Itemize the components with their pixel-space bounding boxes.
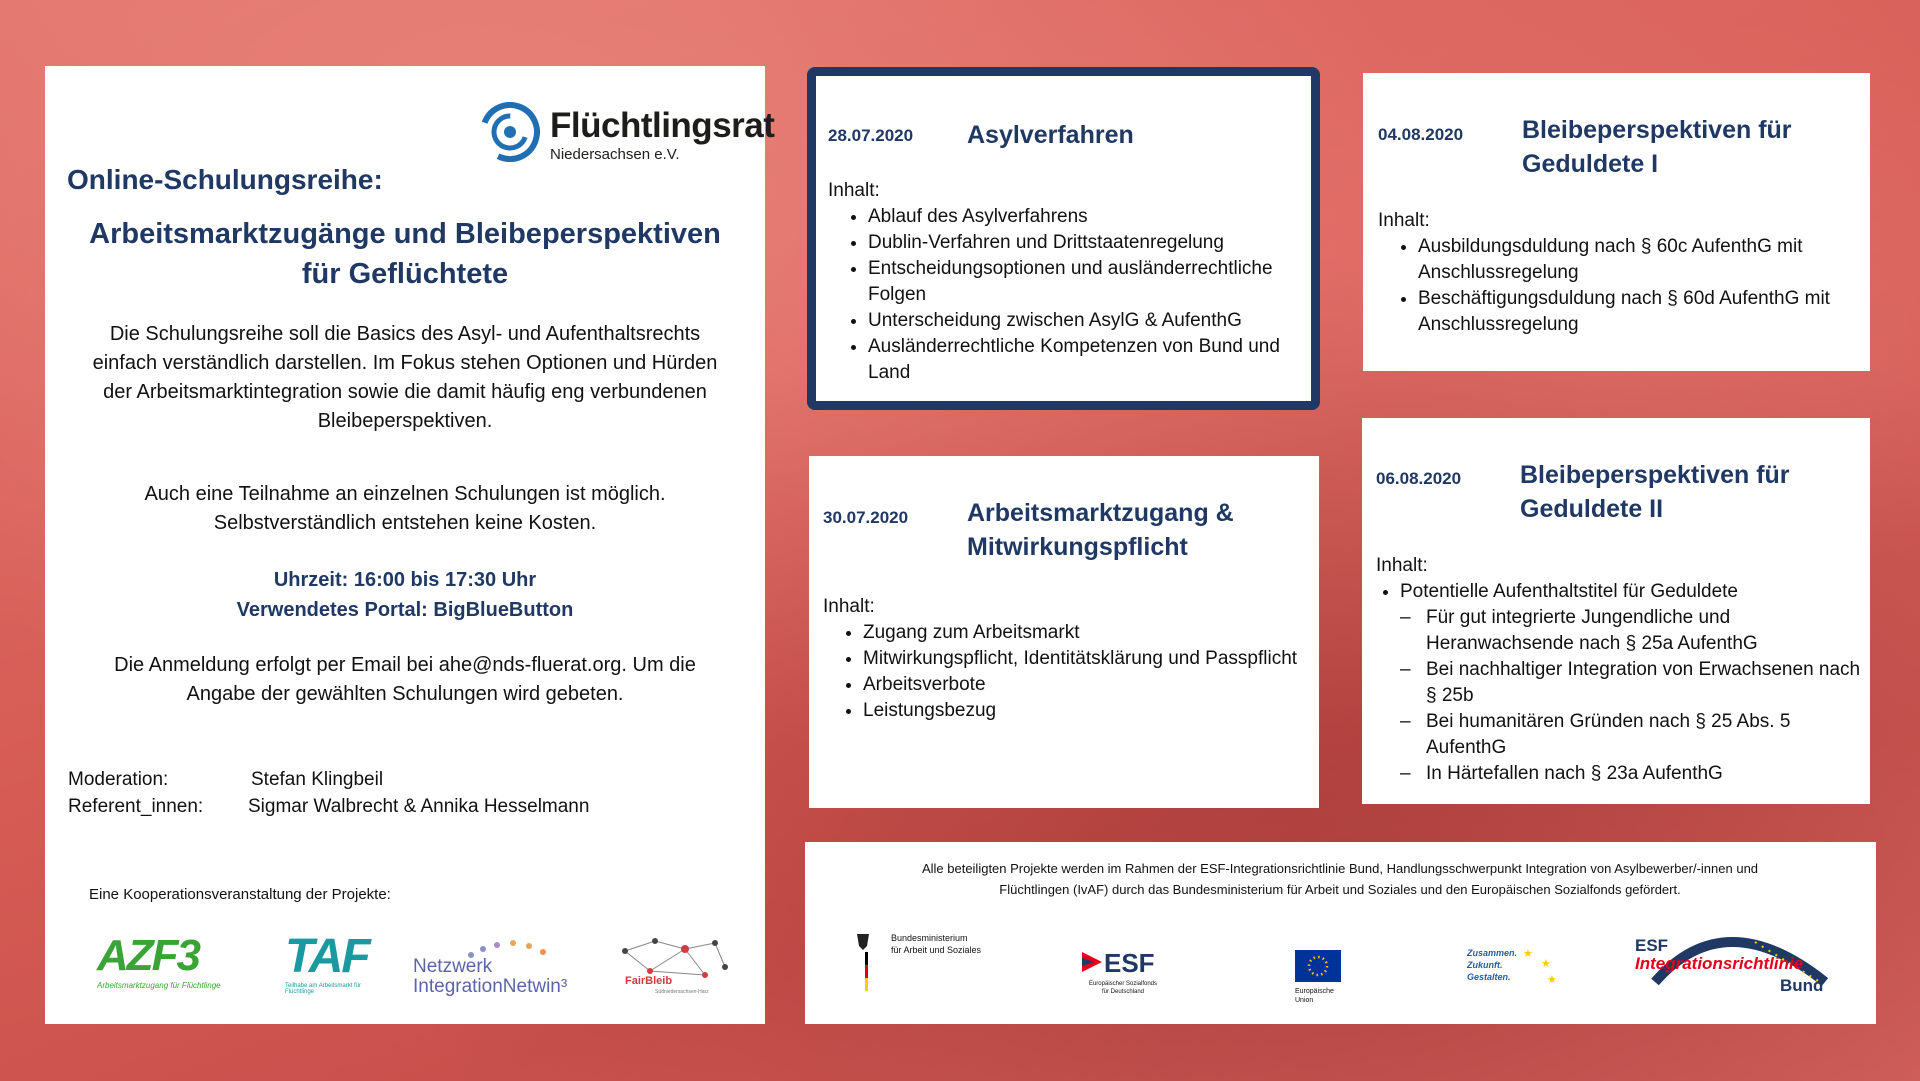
- participation-note: [60, 480, 750, 538]
- sub-list-item: – Bei nachhaltiger Integration von Erwachsenen nach § 25b: [1400, 657, 1866, 709]
- zukunft-logo: [1467, 947, 1567, 997]
- main-title: [65, 214, 745, 294]
- funding-panel: [805, 842, 1876, 1024]
- netzwerk-logo-line-1: Netzwerk: [413, 956, 493, 977]
- funding-text: [845, 858, 1835, 900]
- esf-logo-name: ESF: [1104, 948, 1155, 978]
- fluechtlingsrat-logo: [480, 102, 775, 164]
- funding-text-line: Flüchtlingen (IvAF) durch das Bundesministerium für Arbeit und Soziales und den Europäischen Sozialfonds gefördert.: [999, 882, 1681, 897]
- fairbleib-logo-sub: Südniedersachsen-Harz: [655, 989, 709, 995]
- session-date: 30.07.2020: [823, 508, 909, 527]
- session-title: [1522, 113, 1792, 181]
- list-item: • Ausländerrechtliche Kompetenzen von Bund und Land: [868, 334, 1318, 386]
- session-card-3: [1363, 73, 1870, 371]
- sub-list-item: – Bei humanitären Gründen nach § 25 Abs. 5 AufenthG: [1400, 709, 1866, 761]
- taf-logo: [285, 931, 375, 1011]
- referent-label: Referent_innen:: [68, 796, 204, 817]
- registration-line: Die Anmeldung erfolgt per Email bei ahe@nds-fluerat.org. Um die: [114, 654, 696, 676]
- fairbleib-logo-name: FairBleib: [625, 975, 673, 987]
- federal-eagle-icon: [853, 932, 873, 992]
- inhalt-label: Inhalt:: [1378, 210, 1430, 231]
- participation-line: Auch eine Teilnahme an einzelnen Schulungen ist möglich.: [144, 483, 666, 505]
- svg-text:★: ★: [1547, 974, 1557, 986]
- eu-flag-icon: [1295, 950, 1341, 982]
- bmas-line: für Arbeit und Soziales: [891, 945, 982, 955]
- description-line: der Arbeitsmarktintegration sowie die damit häufig eng verbundenen: [103, 381, 707, 403]
- moderation-label: Moderation:: [68, 769, 169, 790]
- session-title-line: Asylverfahren: [967, 121, 1134, 149]
- sub-list-item: – Für gut integrierte Jungendliche und Heranwachsende nach § 25a AufenthG: [1400, 605, 1866, 657]
- list-item: • Beschäftigungsduldung nach § 60d AufenthG mit Anschlussregelung: [1418, 286, 1858, 338]
- inhalt-label: Inhalt:: [823, 596, 875, 617]
- session-title-line: Geduldete II: [1520, 495, 1664, 523]
- main-title-line-2: für Geflüchtete: [301, 258, 509, 290]
- referent-value: Sigmar Walbrecht & Annika Hesselmann: [248, 796, 590, 817]
- session-title: [967, 118, 1134, 152]
- session-date: 28.07.2020: [828, 126, 914, 145]
- fluechtlingsrat-logo-icon: [480, 102, 540, 162]
- fairbleib-logo: [615, 931, 735, 1011]
- moderation-value: Stefan Klingbeil: [251, 769, 384, 790]
- session-title-line: Arbeitsmarktzugang &: [967, 499, 1234, 527]
- list-item: • Arbeitsverbote: [863, 672, 1303, 698]
- esf-ir-name: ESF: [1635, 936, 1669, 955]
- session-contents: [1378, 208, 1858, 338]
- taf-logo-name: TAF: [285, 930, 369, 983]
- esf-triangle-icon: [1080, 950, 1104, 974]
- participation-line: Selbstverständlich entstehen keine Kosten.: [213, 512, 597, 534]
- session-contents: [823, 594, 1303, 724]
- netzwerk-logo-line-2: IntegrationNetwin³: [413, 976, 568, 997]
- bmas-line: Bundesministerium: [891, 933, 968, 943]
- svg-text:★: ★: [1523, 948, 1533, 960]
- list-item: • Mitwirkungspflicht, Identitätsklärung und Passpflicht: [863, 646, 1303, 672]
- cooperation-label: Eine Kooperationsveranstaltung der Projekte:: [89, 886, 391, 903]
- svg-text:★: ★: [1541, 958, 1551, 970]
- esf-integrationsrichtlinie-logo: [1635, 912, 1835, 1022]
- people: [68, 766, 589, 820]
- zukunft-line: Zukunft.: [1467, 960, 1503, 970]
- referent-row: [68, 793, 589, 820]
- description: [60, 320, 750, 436]
- series-label: Online-Schulungsreihe:: [67, 164, 383, 195]
- eu-line: Europäische: [1295, 988, 1334, 995]
- session-contents: [1376, 553, 1866, 787]
- moderation-row: [68, 766, 589, 793]
- azf3-logo: [97, 931, 227, 1011]
- list-item: • Entscheidungsoptionen und ausländerrechtliche Folgen: [868, 256, 1318, 308]
- netzwerk-logo: [413, 931, 583, 1011]
- time-and-portal: [60, 565, 750, 625]
- session-card-2: [809, 456, 1319, 808]
- stars-icon: [1519, 947, 1563, 987]
- session-title-line: Bleibeperspektiven für: [1520, 461, 1790, 489]
- time-info: Uhrzeit: 16:00 bis 17:30 Uhr: [273, 569, 537, 591]
- inhalt-label: Inhalt:: [1376, 555, 1428, 576]
- esf-logo: [1080, 950, 1170, 1010]
- sub-list-item: – In Härtefallen nach § 23a AufenthG: [1400, 761, 1866, 787]
- esf-ir-bund: Bund: [1780, 976, 1824, 995]
- esf-logo-sub: für Deutschland: [1101, 989, 1145, 995]
- session-title: [1520, 458, 1790, 526]
- logo-name: Flüchtlingsrat: [550, 106, 775, 145]
- event-info-panel: [45, 66, 775, 1024]
- registration-note: [60, 651, 750, 709]
- list-item: • Leistungsbezug: [863, 698, 1303, 724]
- session-contents: [828, 178, 1318, 386]
- portal-info: Verwendetes Portal: BigBlueButton: [236, 599, 574, 621]
- azf3-logo-sub: Arbeitsmarktzugang für Flüchtlinge: [97, 981, 221, 990]
- list-item: • Ablauf des Asylverfahrens: [868, 204, 1318, 230]
- eu-logo: [1295, 950, 1355, 1010]
- list-item: • Dublin-Verfahren und Drittstaatenregelung: [868, 230, 1318, 256]
- eu-line: Union: [1295, 997, 1314, 1004]
- esf-logo-sub: Europäischer Sozialfonds: [1088, 981, 1158, 987]
- bmas-logo: [853, 932, 993, 992]
- description-line: Bleibeperspektiven.: [317, 410, 493, 432]
- session-card-1: [807, 67, 1320, 410]
- session-title-line: Bleibeperspektiven für: [1522, 116, 1792, 144]
- list-item: • Ausbildungsduldung nach § 60c AufenthG mit Anschlussregelung: [1418, 234, 1858, 286]
- main-title-line-1: Arbeitsmarktzugänge und Bleibeperspektiven: [89, 218, 721, 250]
- session-date: 04.08.2020: [1378, 125, 1464, 144]
- inhalt-label: Inhalt:: [828, 180, 880, 201]
- logo-subtitle: Niedersachsen e.V.: [550, 146, 680, 163]
- taf-logo-sub: Teilhabe am Arbeitsmarkt für Flüchtlinge: [285, 983, 362, 995]
- esf-ir-line: Integrationsrichtlinie: [1635, 954, 1804, 973]
- session-title: [967, 496, 1234, 564]
- description-line: Die Schulungsreihe soll die Basics des Asyl- und Aufenthaltsrechts: [109, 323, 701, 345]
- azf3-logo-name: AZF3: [97, 931, 199, 980]
- zukunft-line: Zusammen.: [1467, 948, 1518, 958]
- zukunft-line: Gestalten.: [1467, 972, 1511, 982]
- session-card-4: [1362, 418, 1870, 804]
- session-title-line: Mitwirkungspflicht: [967, 533, 1188, 561]
- funding-text-line: Alle beteiligten Projekte werden im Rahmen der ESF-Integrationsrichtlinie Bund, Handlungsschwerpunkt Integration von Asylbewerber/-innen und: [921, 861, 1759, 876]
- session-date: 06.08.2020: [1376, 469, 1462, 488]
- description-line: einfach verständlich darstellen. Im Fokus stehen Optionen und Hürden: [92, 352, 718, 374]
- session-title-line: Geduldete I: [1522, 150, 1659, 178]
- registration-line: Angabe der gewählten Schulungen wird gebeten.: [186, 683, 624, 705]
- list-item: • Potentielle Aufenthaltstitel für Geduldete: [1400, 579, 1866, 605]
- list-item: • Zugang zum Arbeitsmarkt: [863, 620, 1303, 646]
- list-item: • Unterscheidung zwischen AsylG & AufenthG: [868, 308, 1318, 334]
